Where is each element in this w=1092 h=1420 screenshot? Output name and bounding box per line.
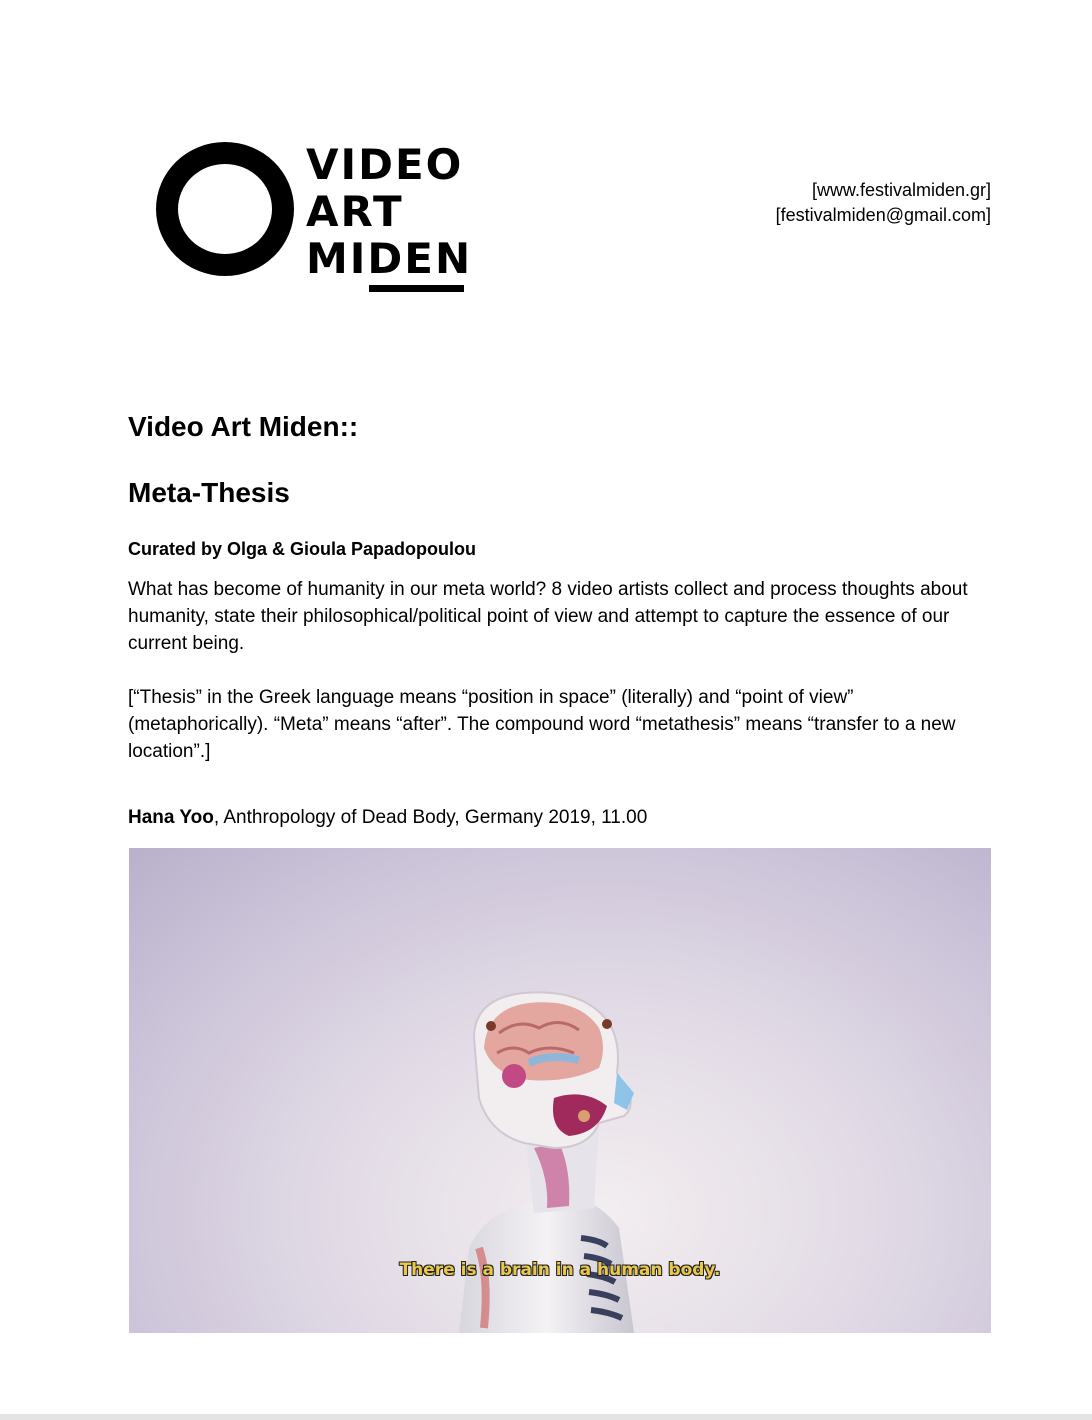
video-subtitle: There is a brain in a human body. <box>399 1260 721 1280</box>
thesis-note-paragraph: [“Thesis” in the Greek language means “position in space” (literally) and “point of view” (metaphorically). “Meta” means “after”. The compound word “metathesis” means “transfer to a new location”.] <box>128 687 956 762</box>
work-details: , Anthropology of Dead Body, Germany 2019, 11.00 <box>213 807 648 828</box>
curator-credit: Curated by Olga & Gioula Papadopoulou <box>128 539 477 559</box>
logo-text-video: VIDEO <box>306 140 464 189</box>
contact-info <box>776 178 991 228</box>
logo-underline <box>369 285 464 292</box>
work-credit <box>128 805 647 831</box>
document-title: Video Art Miden:: <box>128 411 359 442</box>
logo-circle-mark <box>156 142 294 276</box>
artist-name: Hana Yoo <box>128 807 214 828</box>
video-still-image <box>129 848 991 1333</box>
email-link[interactable]: [festivalmiden@gmail.com] <box>775 205 991 225</box>
page-bottom-edge <box>0 1414 1092 1420</box>
website-link[interactable]: [www.festivalmiden.gr] <box>811 180 991 200</box>
intro-paragraph: What has become of humanity in our meta world? 8 video artists collect and process thoughts about humanity, state their philosophical/political point of view and attempt to capture the essence of our current being. <box>128 579 968 654</box>
logo-text-art: ART <box>306 187 404 236</box>
logo-text-miden: MIDEN <box>306 234 473 283</box>
exhibition-title: Meta-Thesis <box>128 477 290 508</box>
